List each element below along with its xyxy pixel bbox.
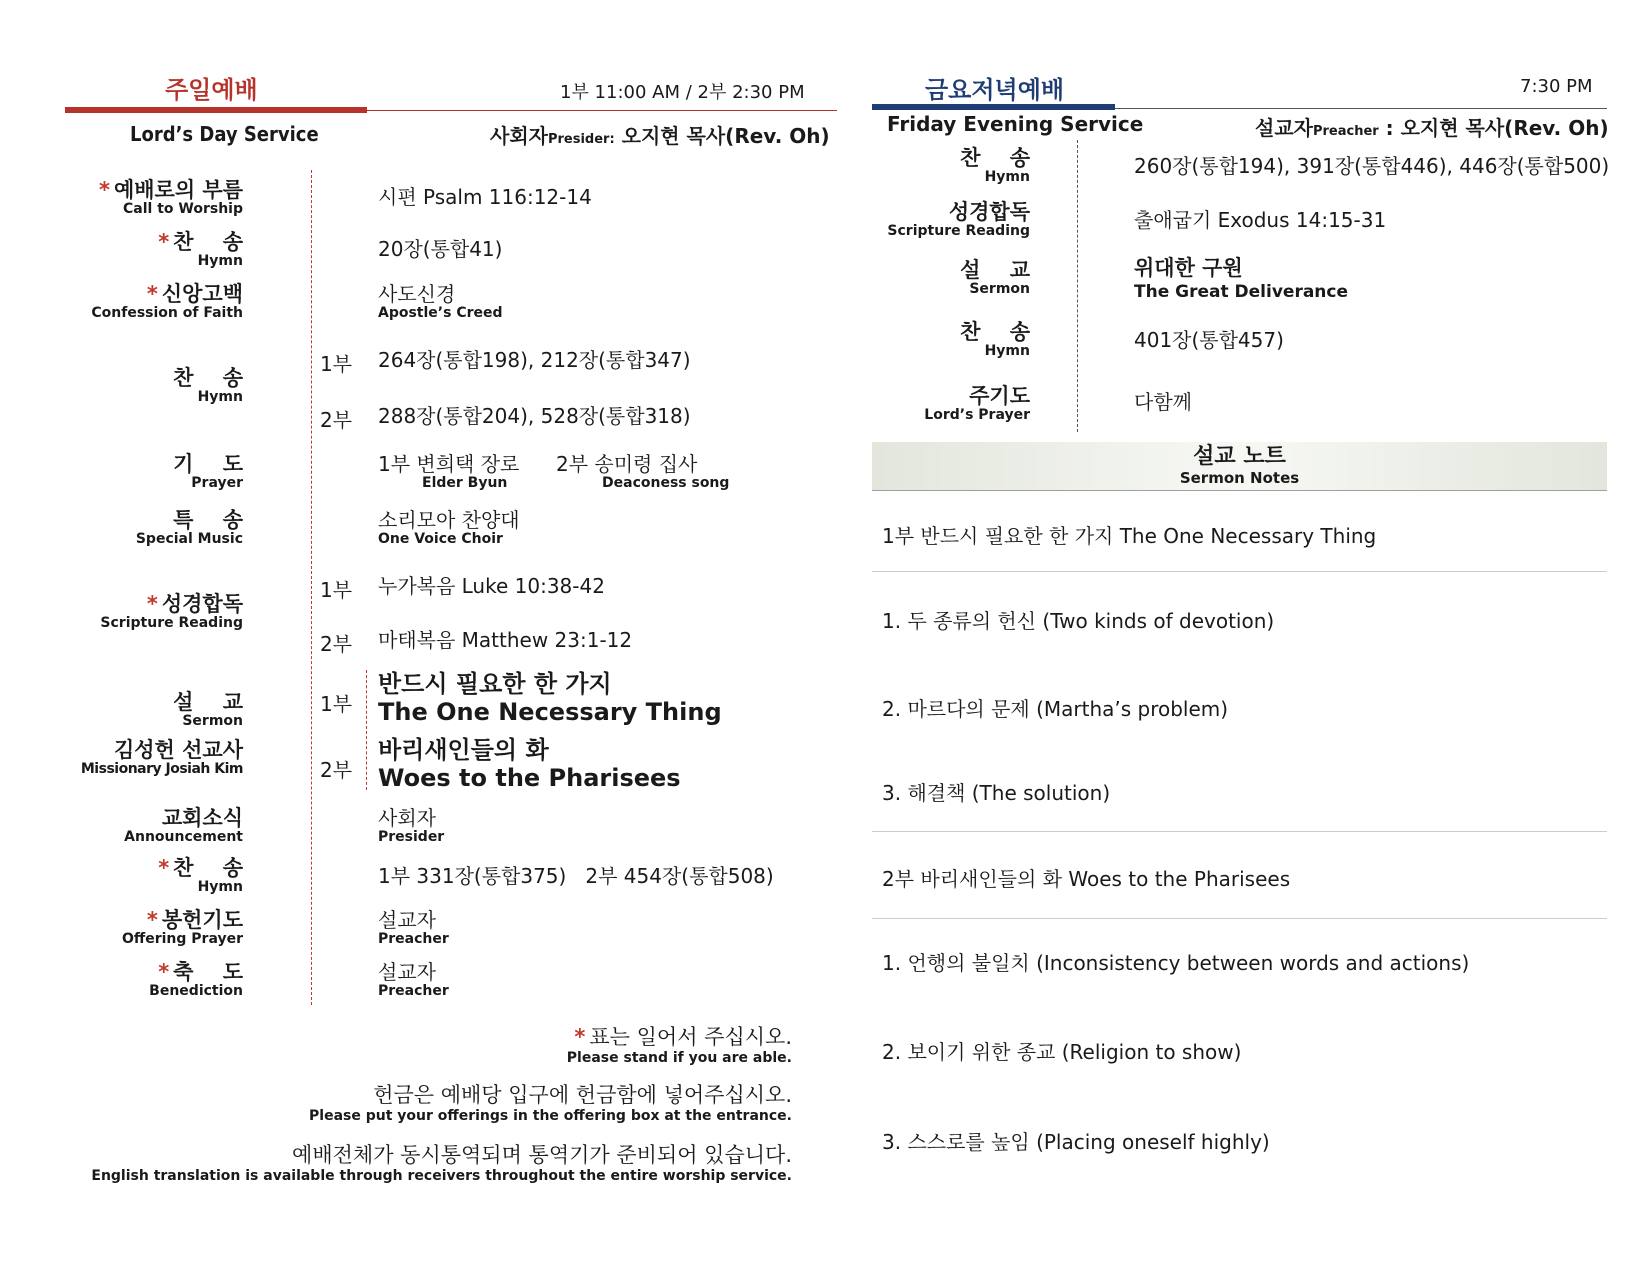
label-en: Benediction (149, 983, 243, 999)
label-en: Hymn (984, 343, 1030, 359)
presider-prefix: 사회자 (490, 124, 548, 148)
presider-small: Presider: (547, 132, 615, 147)
prayer-value-1 (378, 452, 519, 491)
friday-sermon-value (1134, 256, 1348, 304)
label-ko: 찬 송 (173, 366, 243, 390)
label-scripture (3, 592, 243, 631)
label-en: Hymn (197, 879, 243, 895)
friday-hymn-1-value: 260장(통합194), 391장(통합446), 446장(통합500) (1134, 154, 1610, 178)
friday-preacher (1255, 112, 1609, 141)
value-ko: 설교자 (378, 908, 436, 932)
label-en: Announcement (124, 829, 243, 845)
notice-ko: 예배전체가 동시통역되며 통역기가 준비되어 있습니다. (292, 1143, 792, 1167)
label-confession (3, 282, 243, 321)
label-ko: 찬 송 (173, 230, 243, 254)
sunday-subtitle: Lord’s Day Service (130, 122, 319, 146)
call-to-worship-value: 시편 Psalm 116:12-14 (378, 185, 592, 209)
label-ko: 축 도 (173, 960, 243, 984)
label-en: Sermon (182, 713, 243, 729)
value-ko: 1부 변희택 장로 (378, 452, 520, 476)
label-en: Hymn (197, 253, 243, 269)
hymn-1-value: 20장(통합41) (378, 237, 503, 261)
friday-title-rule (1115, 108, 1607, 109)
label-announcement (3, 806, 243, 845)
sunday-title: 주일예배 (165, 76, 258, 104)
stand-marker: * (574, 1025, 586, 1049)
label-en: Scripture Reading (887, 223, 1030, 239)
note-line: 3. 스스로를 높임 (Placing oneself highly) (882, 1130, 1270, 1154)
label-ko: 특 송 (173, 508, 243, 532)
sermon-title-en: The One Necessary Thing (378, 698, 722, 726)
scripture-value-2: 마태복음 Matthew 23:1-12 (378, 628, 633, 652)
sunday-title-bar (65, 107, 367, 113)
value-ko: 소리모아 찬양대 (378, 508, 520, 532)
label-hymn-3 (3, 856, 243, 895)
label-en: Sermon (969, 281, 1030, 297)
notice-offering (309, 1082, 792, 1124)
label-hymn-2 (3, 366, 243, 405)
label-en: Lord’s Prayer (924, 407, 1030, 423)
notes-title-ko: 설교 노트 (1193, 444, 1286, 469)
note-divider (872, 831, 1607, 832)
notice-ko: 헌금은 예배당 입구에 헌금함에 넣어주십시오. (373, 1083, 792, 1107)
note-line: 2. 보이기 위한 종교 (Religion to show) (882, 1040, 1242, 1064)
label-en: Hymn (197, 389, 243, 405)
label-ko: 신앙고백 (161, 282, 243, 306)
benediction-value (378, 960, 449, 999)
value-en: Presider (378, 829, 445, 845)
value-en: The Great Deliverance (1134, 282, 1349, 302)
special-music-value (378, 508, 520, 547)
label-en: Scripture Reading (100, 615, 243, 631)
note-line: 2. 마르다의 문제 (Martha’s problem) (882, 697, 1229, 721)
sermon-notes-header (872, 442, 1607, 491)
friday-label-sermon (790, 258, 1030, 297)
stand-marker: * (146, 282, 158, 306)
friday-time: 7:30 PM (1520, 76, 1593, 97)
friday-scripture-value: 출애굽기 Exodus 14:15-31 (1134, 208, 1387, 232)
note-line: 1. 언행의 불일치 (Inconsistency between words and actions) (882, 951, 1470, 975)
notice-en: Please put your offerings in the offering box at the entrance. (309, 1108, 792, 1124)
label-benediction (3, 960, 243, 999)
note-line: 2부 바리새인들의 화 Woes to the Pharisees (882, 867, 1291, 891)
note-line: 3. 해결책 (The solution) (882, 781, 1111, 805)
sunday-time: 1부 11:00 AM / 2부 2:30 PM (560, 82, 805, 103)
label-ko: 주기도 (969, 384, 1030, 408)
notice-stand (567, 1024, 792, 1066)
label-call-to-worship (3, 178, 243, 217)
label-en: Offering Prayer (121, 931, 243, 947)
confession-value (378, 282, 503, 321)
sermon-title-2 (378, 736, 681, 792)
hymn-3-value: 1부 331장(통합375) 2부 454장(통합508) (378, 864, 774, 888)
scripture-part-1: 1부 (320, 578, 353, 602)
scripture-part-2: 2부 (320, 632, 353, 656)
notes-title-en: Sermon Notes (1179, 469, 1300, 487)
notice-en: Please stand if you are able. (566, 1050, 792, 1066)
label-ko: 찬 송 (960, 320, 1030, 344)
label-ko: 김성헌 선교사 (113, 738, 243, 762)
prayer-value-2 (556, 452, 729, 491)
label-en: Call to Worship (123, 201, 243, 217)
label-ko: 교회소식 (161, 806, 243, 830)
sermon-title-en: Woes to the Pharisees (378, 764, 681, 792)
value-en: Elder Byun (422, 475, 508, 491)
friday-subtitle: Friday Evening Service (887, 112, 1144, 136)
sunday-column-divider (311, 170, 312, 1005)
announcement-value (378, 806, 444, 845)
sermon-title-1 (378, 670, 722, 726)
label-ko: 설 교 (960, 258, 1030, 282)
label-hymn-1 (3, 230, 243, 269)
stand-marker: * (146, 592, 158, 616)
label-ko: 봉헌기도 (161, 908, 243, 932)
value-ko: 사도신경 (378, 282, 456, 306)
note-divider (872, 918, 1607, 919)
friday-lords-prayer-value: 다함께 (1134, 390, 1192, 414)
label-ko: 찬 송 (960, 146, 1030, 170)
value-en: Apostle’s Creed (378, 305, 503, 321)
label-en: Prayer (191, 475, 243, 491)
friday-hymn-2-value: 401장(통합457) (1134, 328, 1284, 352)
preacher-prefix: 설교자 (1255, 116, 1313, 140)
label-ko: 설 교 (173, 690, 243, 714)
value-ko: 설교자 (378, 960, 436, 984)
friday-label-hymn-1 (790, 146, 1030, 185)
friday-column-divider (1077, 140, 1078, 432)
preacher-small: Preacher (1312, 124, 1379, 139)
sermon-title-ko: 반드시 필요한 한 가지 (378, 670, 612, 698)
label-en: Special Music (135, 531, 243, 547)
friday-label-lords-prayer (790, 384, 1030, 423)
notice-translation (91, 1142, 792, 1184)
label-en: Hymn (984, 169, 1030, 185)
stand-marker: * (158, 230, 170, 254)
stand-marker: * (146, 908, 158, 932)
label-offering-prayer (3, 908, 243, 947)
label-ko: 성경합독 (161, 592, 243, 616)
note-line: 1부 반드시 필요한 한 가지 The One Necessary Thing (882, 524, 1377, 548)
sermon-divider (366, 670, 367, 790)
friday-label-hymn-2 (790, 320, 1030, 359)
label-special-music (3, 508, 243, 547)
hymn-2-value-2: 288장(통합204), 528장(통합318) (378, 404, 691, 428)
hymn-2-value-1: 264장(통합198), 212장(통합347) (378, 348, 691, 372)
sermon-part-2: 2부 (320, 758, 353, 782)
label-ko: 성경합독 (948, 200, 1030, 224)
scripture-value-1: 누가복음 Luke 10:38-42 (378, 574, 605, 598)
label-ko: 찬 송 (173, 856, 243, 880)
friday-label-scripture (790, 200, 1030, 239)
value-en: One Voice Choir (378, 531, 503, 547)
label-en: Confession of Faith (91, 305, 243, 321)
label-sermon (3, 690, 243, 729)
label-en: Missionary Josiah Kim (80, 761, 243, 777)
label-ko: 예배로의 부름 (113, 178, 243, 202)
note-line: 1. 두 종류의 헌신 (Two kinds of devotion) (882, 609, 1275, 633)
stand-marker: * (98, 178, 110, 202)
value-en: Preacher (378, 983, 449, 999)
stand-marker: * (158, 960, 170, 984)
notice-ko: 표는 일어서 주십시오. (589, 1025, 792, 1049)
hymn-2-part-1: 1부 (320, 352, 353, 376)
value-ko: 위대한 구원 (1134, 256, 1243, 280)
value-en: Preacher (378, 931, 449, 947)
note-divider (872, 571, 1607, 572)
presider-name: 오지현 목사(Rev. Oh) (614, 124, 830, 148)
value-ko: 2부 송미령 집사 (556, 452, 698, 476)
friday-title: 금요저녁예배 (925, 76, 1065, 104)
sunday-title-rule (367, 110, 837, 111)
label-prayer (3, 452, 243, 491)
sermon-part-1: 1부 (320, 692, 353, 716)
hymn-2-part-2: 2부 (320, 408, 353, 432)
label-preacher (3, 738, 243, 777)
notice-en: English translation is available through receivers throughout the entire worship service. (91, 1168, 792, 1184)
preacher-name: : 오지현 목사(Rev. Oh) (1378, 116, 1609, 140)
value-en: Deaconess song (602, 475, 730, 491)
friday-title-bar (872, 104, 1115, 110)
sermon-title-ko: 바리새인들의 화 (378, 736, 549, 764)
stand-marker: * (158, 856, 170, 880)
sunday-presider (490, 120, 830, 149)
offering-prayer-value (378, 908, 449, 947)
value-ko: 사회자 (378, 806, 436, 830)
label-ko: 기 도 (173, 452, 243, 476)
